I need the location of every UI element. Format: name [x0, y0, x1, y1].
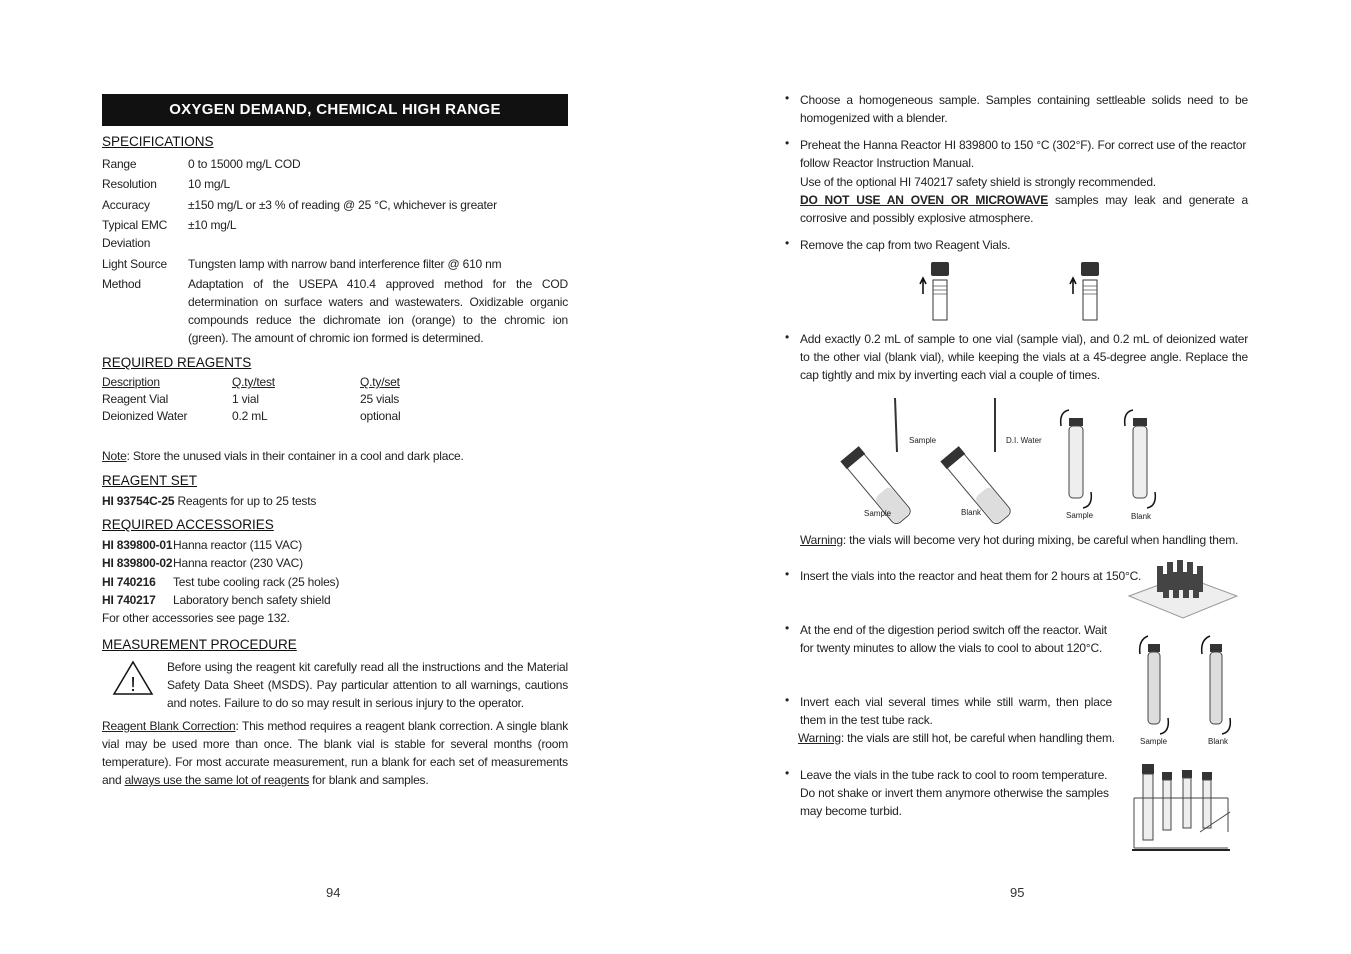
- reagent-set-line: [102, 492, 316, 510]
- note-label: Note: [102, 449, 127, 463]
- spec-value-light-source: Tungsten lamp with narrow band interference filter @ 610 nm: [188, 257, 502, 271]
- reagent-row-set: 25 vials: [360, 392, 400, 406]
- spec-label-deviation: Deviation: [102, 236, 151, 250]
- reagent-row-set: optional: [360, 409, 401, 423]
- step-digestion-end: At the end of the digestion period switch off the reactor. Wait for twenty minutes to allow the vials to cool to about 120°C.: [800, 623, 1107, 655]
- blank-text-1: : This method requires a reagent blank correction. A single blank vial may be used more than once. The blank vial is stable for several months (room temperature). For most accurate measurement, run a blank for each set of measurements and: [102, 719, 569, 787]
- label-sample-inverted: Sample: [1066, 511, 1094, 520]
- reagents-heading: REQUIRED REAGENTS: [102, 355, 252, 370]
- spec-label-accuracy: Accuracy: [102, 198, 150, 212]
- blank-label: Reagent Blank Correction: [102, 719, 236, 733]
- accessory-code: HI 740217: [102, 593, 156, 607]
- reagent-row-desc: Reagent Vial: [102, 392, 169, 406]
- step-preheat: Preheat the Hanna Reactor HI 839800 to 150 °C (302°F). For correct use of the reactor follow Reactor Instruction Manual.: [800, 138, 1247, 170]
- pipetting-figure: [835, 392, 1175, 524]
- reagent-set-text: Reagents for up to 25 tests: [177, 494, 317, 508]
- inverted-vials-figure: [1130, 632, 1240, 742]
- step-insert-reactor: Insert the vials into the reactor and heat them for 2 hours at 150°C.: [800, 569, 1142, 583]
- label-di-water: D.I. Water: [1006, 436, 1042, 445]
- bullet: •: [785, 136, 790, 150]
- accessory-text: Hanna reactor (115 VAC): [173, 538, 303, 552]
- step-cool-room-temp: Leave the vials in the tube rack to cool to room temperature. Do not shake or invert them anymore otherwise the samples may become turbid.: [800, 768, 1109, 818]
- warning-triangle-icon: [112, 660, 154, 696]
- spec-value-resolution: 10 mg/L: [188, 177, 230, 191]
- page-number: 94: [326, 885, 341, 900]
- step-homogeneous: Choose a homogeneous sample. Samples containing settleable solids need to be homogenized with a blender.: [800, 93, 1248, 125]
- reagent-set-code: HI 93754C-25: [102, 494, 175, 508]
- warning-label: Warning: [798, 731, 841, 745]
- right-page: [675, 0, 1351, 954]
- blank-correction: [102, 717, 568, 789]
- specifications-heading: SPECIFICATIONS: [102, 134, 214, 149]
- tube-rack-icon: [1130, 760, 1236, 854]
- accessory-text: Laboratory bench safety shield: [173, 593, 331, 607]
- warning-text: : the vials are still hot, be careful when handling them.: [840, 731, 1115, 745]
- spec-value-range: 0 to 15000 mg/L COD: [188, 157, 301, 171]
- reactor-icon: [1127, 556, 1239, 622]
- bullet: •: [785, 766, 790, 780]
- blank-underline: always use the same lot of reagents: [124, 773, 310, 787]
- warning-text: : the vials will become very hot during mixing, be careful when handling them.: [842, 533, 1239, 547]
- procedure-heading: MEASUREMENT PROCEDURE: [102, 637, 297, 652]
- oven-warning-text: samples may leak and generate a corrosive and possibly explosive atmosphere.: [800, 193, 1248, 225]
- reagents-col-qty-set: Q.ty/set: [360, 375, 400, 389]
- note-text: : Store the unused vials in their container in a cool and dark place.: [126, 449, 464, 463]
- accessory-code: HI 740216: [102, 575, 156, 589]
- step-add-sample: Add exactly 0.2 mL of sample to one vial (sample vial), and 0.2 mL of deionized water to the other vial (blank vial), while keeping the vials at a 45-degree angle. Replace the cap tightly and mix by inverting each vial a couple of times.: [800, 332, 1248, 382]
- label-blank: Blank: [1208, 737, 1229, 746]
- spec-label-method: Method: [102, 277, 141, 291]
- bullet: •: [785, 236, 790, 250]
- accessories-other: For other accessories see page 132.: [102, 611, 290, 625]
- step-invert-vials: Invert each vial several times while still warm, then place them in the test tube rack.: [800, 695, 1112, 727]
- label-blank-inverted: Blank: [1131, 512, 1152, 521]
- warning-still-hot: [798, 729, 1115, 747]
- spec-value-emc: ±10 mg/L: [188, 218, 237, 232]
- label-blank-vial: Blank: [961, 508, 982, 517]
- spec-label-emc: Typical EMC: [102, 218, 168, 232]
- left-page: [0, 0, 675, 954]
- reagent-row-test: 1 vial: [232, 392, 259, 406]
- step-remove-cap: Remove the cap from two Reagent Vials.: [800, 238, 1011, 252]
- bullet: •: [785, 693, 790, 707]
- uncapping-vial-icon: [1065, 256, 1115, 326]
- spec-label-light-source: Light Source: [102, 257, 167, 271]
- label-sample-vial: Sample: [864, 509, 892, 518]
- label-sample-pipette: Sample: [909, 436, 937, 445]
- note: [102, 447, 464, 465]
- warning-text: Before using the reagent kit carefully read all the instructions and the Material Safety Data Sheet (MSDS). Pay particular attention to all warnings, cautions and notes. Failure to do so may result in serious injury to the operator.: [167, 660, 568, 710]
- bullet: •: [785, 567, 790, 581]
- step-shield: Use of the optional HI 740217 safety shield is strongly recommended.: [800, 175, 1156, 189]
- page-title: OXYGEN DEMAND, CHEMICAL HIGH RANGE: [102, 94, 568, 126]
- page-number: 95: [1010, 885, 1025, 900]
- accessory-text: Test tube cooling rack (25 holes): [173, 575, 340, 589]
- reagent-row-test: 0.2 mL: [232, 409, 268, 423]
- bullet: •: [785, 621, 790, 635]
- accessories-heading: REQUIRED ACCESSORIES: [102, 517, 274, 532]
- accessory-code: HI 839800-01: [102, 538, 173, 552]
- spec-label-resolution: Resolution: [102, 177, 157, 191]
- spec-value-method: Adaptation of the USEPA 410.4 approved method for the COD determination on surface waters and wastewaters. Oxidizable organic compounds reduce the dichromate ion (orange) to the chromic ion (green). The amount of chromic ion formed is determined.: [188, 277, 568, 345]
- spec-value-accuracy: ±150 mg/L or ±3 % of reading @ 25 °C, whichever is greater: [188, 198, 497, 212]
- bullet: •: [785, 330, 790, 344]
- accessory-code: HI 839800-02: [102, 556, 173, 570]
- warning-hot-mixing: [800, 531, 1238, 549]
- reagents-col-qty-test: Q.ty/test: [232, 375, 275, 389]
- reagent-set-heading: REAGENT SET: [102, 473, 198, 488]
- step-oven-warning: [800, 191, 1248, 227]
- reagent-row-desc: Deionized Water: [102, 409, 188, 423]
- accessory-text: Hanna reactor (230 VAC): [173, 556, 303, 570]
- uncapping-vial-icon: [915, 256, 965, 326]
- bullet: •: [785, 91, 790, 105]
- label-sample: Sample: [1140, 737, 1168, 746]
- blank-text-2: for blank and samples.: [309, 773, 429, 787]
- svg-text:!: !: [130, 674, 136, 696]
- warning-label: Warning: [800, 533, 843, 547]
- spec-label-range: Range: [102, 157, 137, 171]
- oven-warning-bold: DO NOT USE AN OVEN OR MICROWAVE: [800, 193, 1049, 207]
- reagents-col-description: Description: [102, 375, 160, 389]
